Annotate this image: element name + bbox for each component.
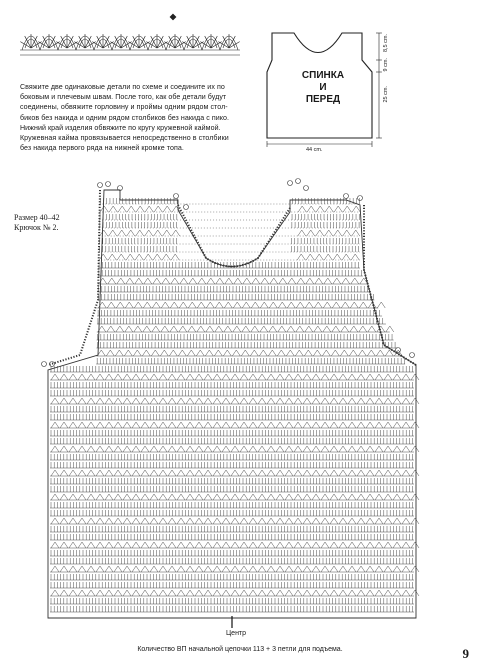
schematic-title: СПИНКА И ПЕРЕД (301, 70, 345, 105)
hook-label: Крючок № 2. (14, 222, 59, 232)
instruction-line: соединены, обвяжите горловину и проймы одним рядом стол- (20, 103, 228, 112)
instruction-line: боковым и плечевым швам. После того, как обе детали будут (20, 93, 227, 102)
size-info (14, 213, 60, 232)
body-dimension-label: 25 cm. (383, 86, 389, 103)
page-number: 9 (462, 646, 469, 661)
width-dimension-label: 44 cm. (306, 147, 323, 153)
instruction-line: Кружевная кайма провязывается непосредственно в столбики (20, 134, 229, 143)
instruction-line: без накида первого ряда на нижней кромке топа. (20, 144, 184, 153)
instruction-line: Нижний край изделия обвяжите по кругу кружевной каймой. (20, 123, 221, 132)
foundation-note: Количество ВП начальной цепочки 113 + 3 петли для подъема. (137, 646, 343, 653)
armhole-dimension-label: 9 cm. (383, 58, 389, 72)
center-label: Центр (226, 630, 247, 637)
instruction-line: биков без накида и одним рядом столбиков без накида с пико. (20, 113, 229, 122)
neck-dimension-label: 8,5 cm. (383, 34, 389, 53)
instruction-line: Свяжите две одинаковые детали по схеме и соедините их по (20, 83, 225, 91)
size-label: Размер 40–42 (14, 213, 60, 222)
instructions-text (20, 82, 260, 153)
